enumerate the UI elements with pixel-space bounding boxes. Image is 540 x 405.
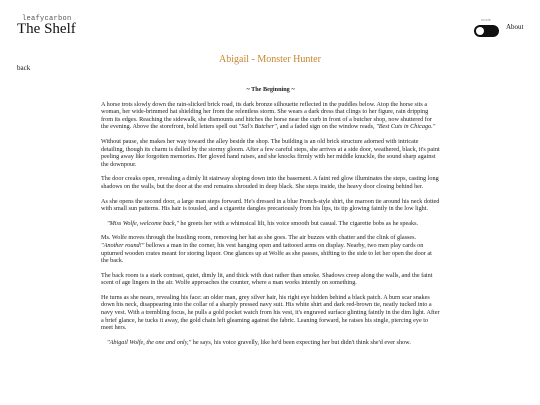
story-paragraph: A horse trots slowly down the rain-slicked brick road, its dark bronze silhouette reflected in the puddles below. Atop the horse sits a woman, her wide-brimmed hat shielding her from the relentless storm. She wears a dark dress that clings to her figure, rain dripping from its edges. Reaching the sidewalk, she dismounts and hitches the horse near the curb in front of a butcher shop, now shuttered for the evening. Above the storefront, bold letters spell out "Sal's Butcher", and a faded sign on the window reads, "Best Cuts in Chicago." (101, 100, 436, 131)
toggle-switch-icon (476, 27, 484, 35)
about-link[interactable]: About (506, 23, 524, 31)
story-dialogue: "Abigail Wolfe, the one and only," he says, his voice gravelly, like he'd been expecting her but didn't think she'd ever show. (107, 338, 411, 346)
dark-mode-toggle[interactable] (474, 25, 499, 37)
site-title[interactable]: The Shelf (17, 21, 76, 37)
site-header (0, 0, 540, 62)
story-dialogue: "Miss Wolfe, welcome back," he greets her with a whimsical lilt, his voice smooth but casual. The cigarette bobs as he speaks. (107, 219, 419, 227)
story-paragraph: He turns as she nears, revealing his face: an older man, grey silver hair, his right eye hidden behind a black patch. A burn scar snakes down his neck, disappearing into the collar of a sharply pressed navy suit. His white shirt and dark red-brown tie, neatly tucked into a navy vest. With a trembling focus, he pulls a gold pocket watch from his vest, it's engraved surface glinting faintly in the dim light. After a brief glance, he tucks it away, the gold chain left gleaming against the fabric. Leaning forward, he raises his single, piercing eye to meet hers. (101, 293, 440, 332)
brand-subtitle: leafycarbon (22, 15, 72, 23)
mode-label: mode (481, 17, 492, 22)
story-body (101, 86, 440, 353)
story-paragraph: As she opens the second door, a large man steps forward. He's dressed in a blue French-style shirt, the maroon tie around his neck dotted with small sun patterns. His hair is tousled, and a cigarette dangles precariously from his lips, its tip glowing faintly in the low light. (101, 197, 440, 213)
page-title: Abigail - Monster Hunter (219, 54, 321, 65)
story-paragraph: The door creaks open, revealing a dimly lit stairway sloping down into the basement. A faint red glow illuminates the steps, casting long shadows on the walls, but the door at the end remains shrouded in deep black. She steps inside, the heavy door closing behind her. (101, 175, 439, 190)
chapter-heading: ~ The Beginning ~ (246, 86, 295, 93)
story-paragraph: Without pause, she makes her way toward the alley beside the shop. The building is an old brick structure adorned with intricate detailing, though its charm is dulled by the stormy gloom. After a few careful steps, she arrives at a side door, weathered, black, it's paint peeling away like forgotten memories. Her gloved hand raises, and she knocks firmly with her middle knuckle, the sound sharp against the downpour. (101, 137, 440, 168)
story-paragraph: Ms. Wolfe moves through the bustling room, removing her hat as she goes. The air buzzes with chatter and the clink of glasses. "Another round!" bellows a man in the corner, his vest hanging open and tattooed arms on display. Nearby, two men play cards on upturned wooden crates meant for storing liquor. One glances up at Wolfe as she passes, shifting to the side to let her open the door at the back. (101, 234, 432, 265)
story-paragraph: The back room is a stark contrast, quiet, dimly lit, and thick with dust rather than smoke. Shadows creep along the walls, and the faint scent of age lingers in the air. Wolfe approaches the counter, where a man works intently on something. (101, 271, 433, 287)
back-link[interactable]: back (17, 64, 31, 72)
